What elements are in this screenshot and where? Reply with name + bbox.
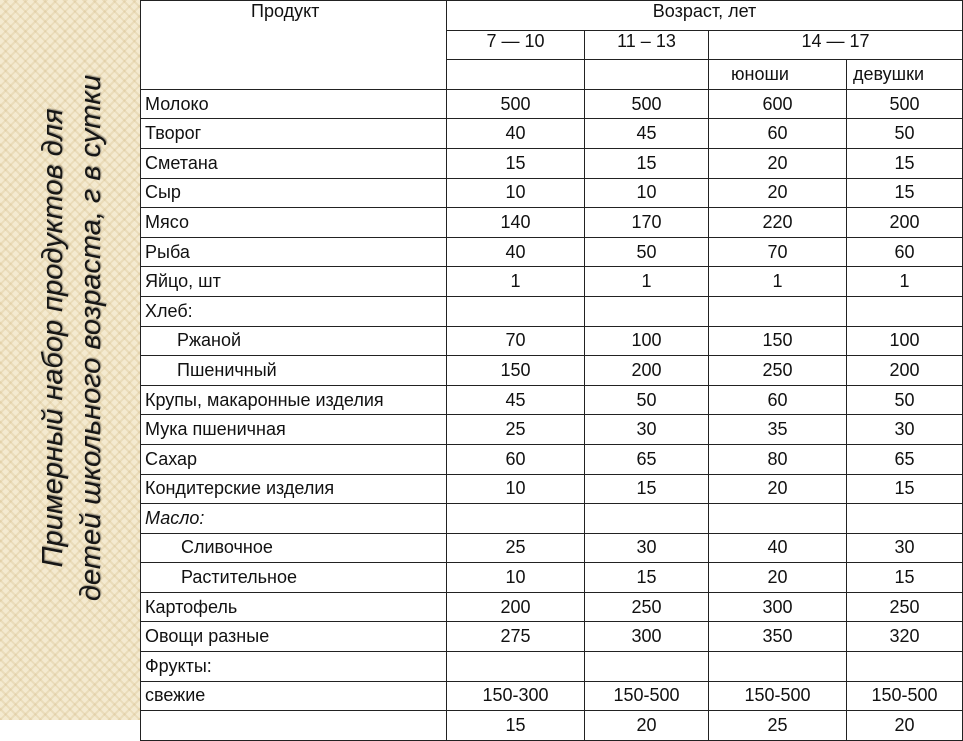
product-amount: 50 — [847, 119, 963, 149]
product-amount: 15 — [847, 148, 963, 178]
table-row — [141, 119, 963, 149]
product-amount: 30 — [847, 415, 963, 445]
product-name — [141, 711, 447, 741]
product-amount: 45 — [447, 385, 585, 415]
header-product: Продукт — [141, 1, 447, 90]
product-name: Растительное — [141, 563, 447, 593]
product-amount: 35 — [709, 415, 847, 445]
product-amount: 15 — [585, 563, 709, 593]
table-row — [141, 178, 963, 208]
product-amount: 500 — [447, 89, 585, 119]
product-amount: 150-300 — [447, 681, 585, 711]
product-name: Сыр — [141, 178, 447, 208]
product-amount: 20 — [709, 148, 847, 178]
slide-title-line-2: детей школьного возраста, г в сутки — [75, 74, 107, 602]
product-amount — [709, 296, 847, 326]
product-amount: 10 — [447, 474, 585, 504]
product-amount: 150 — [447, 356, 585, 386]
table-container — [140, 0, 960, 736]
product-amount — [585, 652, 709, 682]
product-name: Мука пшеничная — [141, 415, 447, 445]
product-amount: 275 — [447, 622, 585, 652]
table-row — [141, 296, 963, 326]
product-amount: 500 — [585, 89, 709, 119]
subgroup-boys: юноши — [709, 60, 847, 90]
table-row — [141, 592, 963, 622]
side-title-panel — [0, 0, 140, 720]
product-amount: 200 — [847, 356, 963, 386]
product-amount: 40 — [447, 119, 585, 149]
table-row — [141, 237, 963, 267]
product-amount: 50 — [585, 237, 709, 267]
product-amount: 40 — [447, 237, 585, 267]
product-name: Сливочное — [141, 533, 447, 563]
product-amount: 50 — [847, 385, 963, 415]
product-amount: 140 — [447, 208, 585, 238]
table-row — [141, 474, 963, 504]
table-row — [141, 208, 963, 238]
table-row — [141, 681, 963, 711]
age-group-14-17: 14 — 17 — [709, 30, 963, 60]
product-amount: 10 — [447, 563, 585, 593]
product-amount — [847, 296, 963, 326]
product-amount: 150-500 — [847, 681, 963, 711]
product-amount: 15 — [585, 148, 709, 178]
product-amount — [585, 296, 709, 326]
product-amount: 1 — [585, 267, 709, 297]
product-amount — [447, 296, 585, 326]
table-row — [141, 267, 963, 297]
table-row — [141, 652, 963, 682]
product-amount: 10 — [585, 178, 709, 208]
subgroup-girls: девушки — [847, 60, 963, 90]
product-amount — [847, 652, 963, 682]
product-amount: 250 — [847, 592, 963, 622]
product-name: свежие — [141, 681, 447, 711]
product-amount — [447, 504, 585, 534]
slide-title — [34, 18, 110, 658]
product-name: Молоко — [141, 89, 447, 119]
product-amount — [847, 504, 963, 534]
slide-title-line-1: Примерный набор продуктов для — [37, 108, 69, 568]
product-amount: 500 — [847, 89, 963, 119]
product-amount — [709, 504, 847, 534]
product-amount: 15 — [447, 148, 585, 178]
product-amount: 15 — [447, 711, 585, 741]
product-name: Фрукты: — [141, 652, 447, 682]
product-amount: 60 — [447, 444, 585, 474]
product-amount: 45 — [585, 119, 709, 149]
product-amount: 60 — [847, 237, 963, 267]
product-amount — [585, 504, 709, 534]
product-name: Рыба — [141, 237, 447, 267]
product-amount: 150-500 — [709, 681, 847, 711]
subgroup-empty-2 — [585, 60, 709, 90]
product-amount: 60 — [709, 119, 847, 149]
product-name: Хлеб: — [141, 296, 447, 326]
product-amount: 65 — [585, 444, 709, 474]
age-group-7-10: 7 — 10 — [447, 30, 585, 60]
product-amount: 40 — [709, 533, 847, 563]
product-amount: 15 — [847, 563, 963, 593]
table-row — [141, 415, 963, 445]
product-amount: 1 — [709, 267, 847, 297]
product-amount: 70 — [709, 237, 847, 267]
product-name: Кондитерские изделия — [141, 474, 447, 504]
product-amount: 1 — [847, 267, 963, 297]
product-amount — [447, 652, 585, 682]
product-amount: 350 — [709, 622, 847, 652]
product-amount: 30 — [847, 533, 963, 563]
product-amount: 250 — [709, 356, 847, 386]
product-amount: 170 — [585, 208, 709, 238]
product-amount: 300 — [709, 592, 847, 622]
product-name: Крупы, макаронные изделия — [141, 385, 447, 415]
product-amount: 20 — [709, 178, 847, 208]
product-name: Овощи разные — [141, 622, 447, 652]
product-amount: 20 — [709, 474, 847, 504]
product-amount: 65 — [847, 444, 963, 474]
product-amount: 25 — [447, 533, 585, 563]
product-amount: 250 — [585, 592, 709, 622]
product-amount: 100 — [585, 326, 709, 356]
product-name: Масло: — [141, 504, 447, 534]
product-amount: 15 — [847, 178, 963, 208]
table-row — [141, 533, 963, 563]
product-amount: 200 — [847, 208, 963, 238]
product-amount: 20 — [709, 563, 847, 593]
product-amount: 60 — [709, 385, 847, 415]
product-amount: 600 — [709, 89, 847, 119]
product-amount: 300 — [585, 622, 709, 652]
product-name: Картофель — [141, 592, 447, 622]
product-amount: 25 — [709, 711, 847, 741]
header-age: Возраст, лет — [447, 1, 963, 31]
product-amount: 1 — [447, 267, 585, 297]
product-name: Мясо — [141, 208, 447, 238]
age-group-11-13: 11 – 13 — [585, 30, 709, 60]
product-amount: 30 — [585, 533, 709, 563]
product-amount: 220 — [709, 208, 847, 238]
product-amount: 25 — [447, 415, 585, 445]
product-amount: 320 — [847, 622, 963, 652]
product-name: Творог — [141, 119, 447, 149]
product-amount: 150-500 — [585, 681, 709, 711]
header-row-1 — [141, 1, 963, 31]
product-amount: 30 — [585, 415, 709, 445]
table-row — [141, 385, 963, 415]
product-amount: 10 — [447, 178, 585, 208]
product-amount: 50 — [585, 385, 709, 415]
product-name: Пшеничный — [141, 356, 447, 386]
product-name: Яйцо, шт — [141, 267, 447, 297]
product-amount: 15 — [847, 474, 963, 504]
products-table — [140, 0, 963, 741]
table-row — [141, 504, 963, 534]
product-amount: 20 — [585, 711, 709, 741]
product-amount: 200 — [447, 592, 585, 622]
subgroup-empty-1 — [447, 60, 585, 90]
table-row — [141, 622, 963, 652]
product-amount: 15 — [585, 474, 709, 504]
table-row — [141, 326, 963, 356]
table-row — [141, 563, 963, 593]
product-name: Сахар — [141, 444, 447, 474]
product-name: Ржаной — [141, 326, 447, 356]
table-row — [141, 148, 963, 178]
table-row — [141, 356, 963, 386]
product-amount: 150 — [709, 326, 847, 356]
product-name: Сметана — [141, 148, 447, 178]
product-amount: 80 — [709, 444, 847, 474]
product-amount: 20 — [847, 711, 963, 741]
table-row — [141, 444, 963, 474]
product-amount: 70 — [447, 326, 585, 356]
product-amount: 100 — [847, 326, 963, 356]
product-amount: 200 — [585, 356, 709, 386]
table-row — [141, 89, 963, 119]
product-amount — [709, 652, 847, 682]
table-row — [141, 711, 963, 741]
